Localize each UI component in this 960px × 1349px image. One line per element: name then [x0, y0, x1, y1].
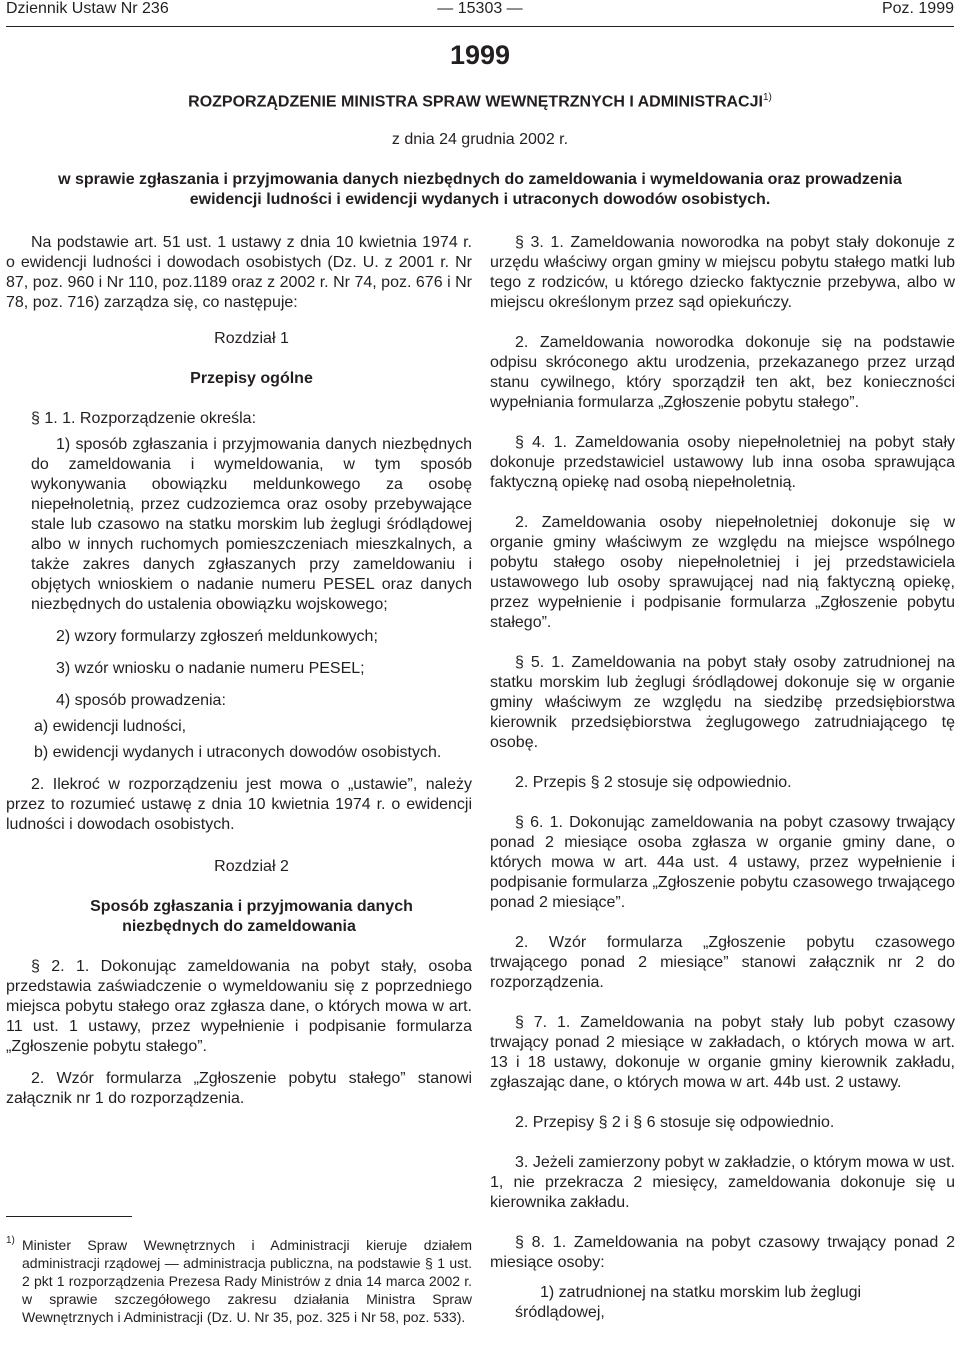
footnote-text: Minister Spraw Wewnętrznych i Administracji kieruje działem administracji rządowej — administracja publiczna, na podstawie § 1 ust. 2 pkt 1 rozporządzenia Prezesa Rady Ministrów z dnia 14 marca 2002 r. w sprawie szczegółowego zakresu działania Ministra Spraw Wewnętrznych i Administracji (Dz. U. Nr 35, poz. 325 i Nr 58, poz. 533). — [22, 1237, 472, 1325]
right-column — [490, 233, 955, 1335]
item-number: Poz. 1999 — [881, 0, 954, 17]
document-subject: w sprawie zgłaszania i przyjmowania danych niezbędnych do zameldowania i wymeldowania oraz prowadzenia ewidencji ludności i ewidencji wydanych i utraconych dowodów osobistych. — [58, 171, 902, 208]
section-1-item-4b: b) ewidencji wydanych i utraconych dowodów osobistych. — [34, 744, 442, 761]
page-header — [6, 0, 954, 22]
journal-name: Dziennik Ustaw Nr 236 — [6, 0, 169, 17]
section-8-item-1: 1) zatrudnionej na statku morskim lub żeglugi śródlądowej, — [515, 1284, 862, 1321]
document-title — [0, 92, 960, 111]
header-divider — [6, 26, 954, 27]
section-1-item-4: 4) sposób prowadzenia: — [56, 692, 226, 709]
section-8-1: § 8. 1. Zameldowania na pobyt czasowy trwający ponad 2 miesiące osoby: — [490, 1234, 955, 1271]
section-7-2: 2. Przepisy § 2 i § 6 stosuje się odpowiednio. — [515, 1114, 835, 1131]
section-1-item-4a: a) ewidencji ludności, — [34, 718, 187, 735]
chapter-1-label: Rozdział 1 — [214, 330, 289, 347]
title-footnote-ref: 1) — [762, 92, 772, 103]
section-1-1: § 1. 1. Rozporządzenie określa: — [31, 410, 257, 427]
section-3-2: 2. Zameldowania noworodka dokonuje się na podstawie odpisu skróconego aktu urodzenia, przekazanego przez urząd stanu cywilnego, który sporządził ten akt, bez konieczności wypełniania formularza „Zgłoszenie pobytu stałego”. — [490, 334, 955, 411]
footnote — [6, 1236, 472, 1326]
section-4-2: 2. Zameldowania osoby niepełnoletniej dokonuje się w organie gminy właściwym ze względu na miejsce wspólnego pobytu stałego osoby niepełnoletniej i jej przedstawiciela ustawowego lub osoby sprawującej nad nią faktyczną opiekę, przez wypełnienie i podpisanie formularza „Zgłoszenie pobytu stałego”. — [490, 514, 955, 631]
section-4-1: § 4. 1. Zameldowania osoby niepełnoletniej na pobyt stały dokonuje przedstawiciel ustawowy lub inna osoba sprawująca faktyczną opiekę nad osobą niepełnoletnią. — [490, 434, 955, 491]
chapter-2-title: Sposób zgłaszania i przyjmowania danych niezbędnych do zameldowania — [90, 898, 413, 935]
section-3-1: § 3. 1. Zameldowania noworodka na pobyt stały dokonuje z urzędu właściwy organ gminy w miejscu pobytu stałego matki lub tego z rodziców, u którego dziecko faktycznie przebywa, albo w miejscu określonym przez sąd opiekuńczy. — [490, 234, 955, 311]
section-6-2: 2. Wzór formularza „Zgłoszenie pobytu czasowego trwającego ponad 2 miesiące” stanowi załącznik nr 2 do rozporządzenia. — [490, 934, 955, 991]
chapter-1-title: Przepisy ogólne — [190, 370, 313, 387]
footnote-label: 1) — [6, 1235, 15, 1246]
section-2-1: § 2. 1. Dokonując zameldowania na pobyt stały, osoba przedstawia zaświadczenie o wymeldowaniu się z poprzedniego miejsca pobytu stałego oraz zgłasza dane, o których mowa w art. 11 ust. 1 ustawy, przez wypełnienie i podpisanie formularza „Zgłoszenie pobytu stałego”. — [6, 958, 472, 1055]
title-text: ROZPORZĄDZENIE MINISTRA SPRAW WEWNĘTRZNYCH I ADMINISTRACJI — [188, 93, 763, 111]
left-column — [6, 233, 472, 1121]
section-1-item-3: 3) wzór wniosku o nadanie numeru PESEL; — [56, 660, 365, 677]
chapter-2-label: Rozdział 2 — [214, 858, 289, 875]
section-2-2: 2. Wzór formularza „Zgłoszenie pobytu stałego” stanowi załącznik nr 1 do rozporządzenia. — [6, 1070, 472, 1107]
preamble: Na podstawie art. 51 ust. 1 ustawy z dnia 10 kwietnia 1974 r. o ewidencji ludności i dowodach osobistych (Dz. U. z 2001 r. Nr 87, poz. 960 i Nr 110, poz.1189 oraz z 2002 r. Nr 74, poz. 676 i Nr 78, poz. 716) zarządza się, co następuje: — [6, 234, 472, 311]
section-1-item-1: 1) sposób zgłaszania i przyjmowania danych niezbędnych do zameldowania i wymeldowania, w tym sposób wykonywania obowiązku meldunkowego za osobę niepełnoletnią, przez cudzoziemca oraz osoby przebywające stale lub czasowo na statku morskim lub żeglugi śródlądowej albo w innych ruchomych pomieszczeniach mieszkalnych, a także zakres danych zgłaszanych przy zameldowaniu i objętych wnioskiem o nadanie numeru PESEL oraz danych niezbędnych do ustalenia obowiązku wojskowego; — [31, 436, 472, 613]
section-5-1: § 5. 1. Zameldowania na pobyt stały osoby zatrudnionej na statku morskim lub żeglugi śródlądowej dokonuje się w organie gminy właściwym ze względu na siedzibę przedsiębiorstwa kierownik przedsiębiorstwa żeglugowego zatrudniającego tę osobę. — [490, 654, 955, 751]
section-1-item-2: 2) wzory formularzy zgłoszeń meldunkowych; — [56, 628, 378, 645]
page-number: — 15303 — — [437, 0, 523, 17]
chapter-2-heading — [6, 857, 472, 937]
footnote-divider — [6, 1216, 132, 1217]
section-7-1: § 7. 1. Zameldowania na pobyt stały lub pobyt czasowy trwający ponad 2 miesiące w zakładach, o których mowa w art. 13 i 18 ustawy, dokonuje w organie gminy kierownik zakładu, zgłaszając dane, o których mowa w art. 44b ust. 2 ustawy. — [490, 1014, 955, 1091]
document-date: z dnia 24 grudnia 2002 r. — [391, 131, 569, 148]
document-number: 1999 — [449, 40, 511, 70]
chapter-1-heading — [6, 329, 472, 389]
section-5-2: 2. Przepis § 2 stosuje się odpowiednio. — [515, 774, 792, 791]
section-6-1: § 6. 1. Dokonując zameldowania na pobyt czasowy trwający ponad 2 miesiące osoba zgłasza w organie gminy dane, o których mowa w art. 44a ust. 4 ustawy, przez wypełnienie i podpisanie formularza „Zgłoszenie pobytu czasowego trwającego ponad 2 miesiące”. — [490, 814, 955, 911]
section-1-2: 2. Ilekroć w rozporządzeniu jest mowa o „ustawie”, należy przez to rozumieć ustawę z dnia 10 kwietnia 1974 r. o ewidencji ludności i dowodach osobistych. — [6, 776, 472, 833]
section-7-3: 3. Jeżeli zamierzony pobyt w zakładzie, o którym mowa w ust. 1, nie przekracza 2 miesięcy, zameldowania dokonuje się u kierownika zakładu. — [490, 1154, 955, 1211]
